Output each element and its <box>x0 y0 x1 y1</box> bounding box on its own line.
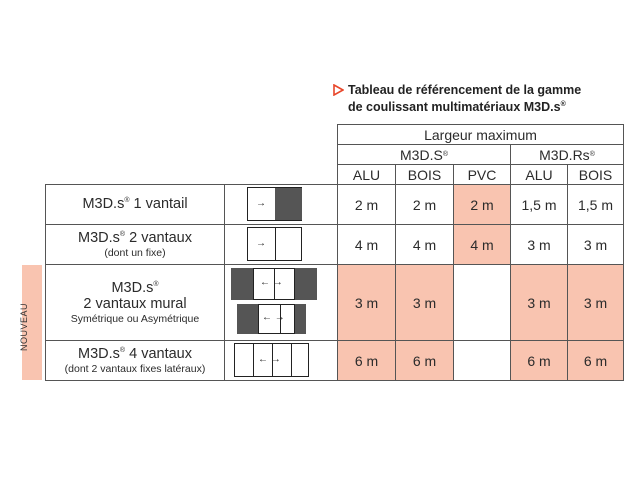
wall-pocket-asym-icon: ← → <box>237 304 306 334</box>
header-largeur: Largeur maximum <box>424 126 537 143</box>
col-header-bois-rs: BOIS <box>578 166 613 183</box>
value-r3-c2: 3 m <box>412 294 437 311</box>
value-r4-c1: 6 m <box>354 352 379 369</box>
row-label-3: M3D.s® 2 vantaux mural Symétrique ou Asymétrique <box>70 279 200 326</box>
title-line-1: Tableau de référencement de la gamme <box>348 83 582 97</box>
value-r2-c1: 4 m <box>354 236 379 253</box>
row-label-4: M3D.s® 4 vantaux (dont 2 vantaux fixes latéraux) <box>64 346 206 375</box>
four-leaf-two-fixed-icon: ← → <box>234 343 309 377</box>
two-leaf-one-fixed-icon: → <box>247 227 302 261</box>
value-r1-c2: 2 m <box>412 196 437 213</box>
header-group-rs: M3D.Rs ® <box>539 146 595 163</box>
row-label-2: M3D.s® 2 vantaux (dont un fixe) <box>78 230 192 259</box>
value-r4-c2: 6 m <box>412 352 437 369</box>
value-r2-c2: 4 m <box>412 236 437 253</box>
value-r3-c4: 3 m <box>527 294 551 311</box>
value-r2-c5: 3 m <box>583 236 608 253</box>
wall-pocket-two-leaf-icon: ← → <box>231 268 317 300</box>
col-header-pvc-s: PVC <box>467 166 497 183</box>
nouveau-label: NOUVEAU <box>19 302 29 352</box>
row-label-1: M3D.s® 1 vantail <box>82 196 188 213</box>
value-r1-c4: 1,5 m <box>521 196 557 213</box>
value-r2-c4: 3 m <box>527 236 551 253</box>
value-r3-c5: 3 m <box>583 294 608 311</box>
header-group-s: M3D.S ® <box>400 146 448 163</box>
value-r3-c3 <box>454 265 510 340</box>
value-r4-c5: 6 m <box>583 352 608 369</box>
value-r2-c3: 4 m <box>470 236 494 253</box>
value-r4-c4: 6 m <box>527 352 551 369</box>
value-r3-c1: 3 m <box>354 294 379 311</box>
col-header-alu-s: ALU <box>352 166 381 183</box>
col-header-alu-rs: ALU <box>525 166 553 183</box>
title-line-2: de coulissant multimatériaux M3D.s® <box>348 100 566 114</box>
single-leaf-slide-right-icon: → <box>247 187 302 221</box>
value-r1-c5: 1,5 m <box>577 196 613 213</box>
value-r1-c1: 2 m <box>354 196 379 213</box>
col-header-bois-s: BOIS <box>407 166 442 183</box>
value-r1-c3: 2 m <box>470 196 494 213</box>
value-r4-c3 <box>454 341 510 380</box>
